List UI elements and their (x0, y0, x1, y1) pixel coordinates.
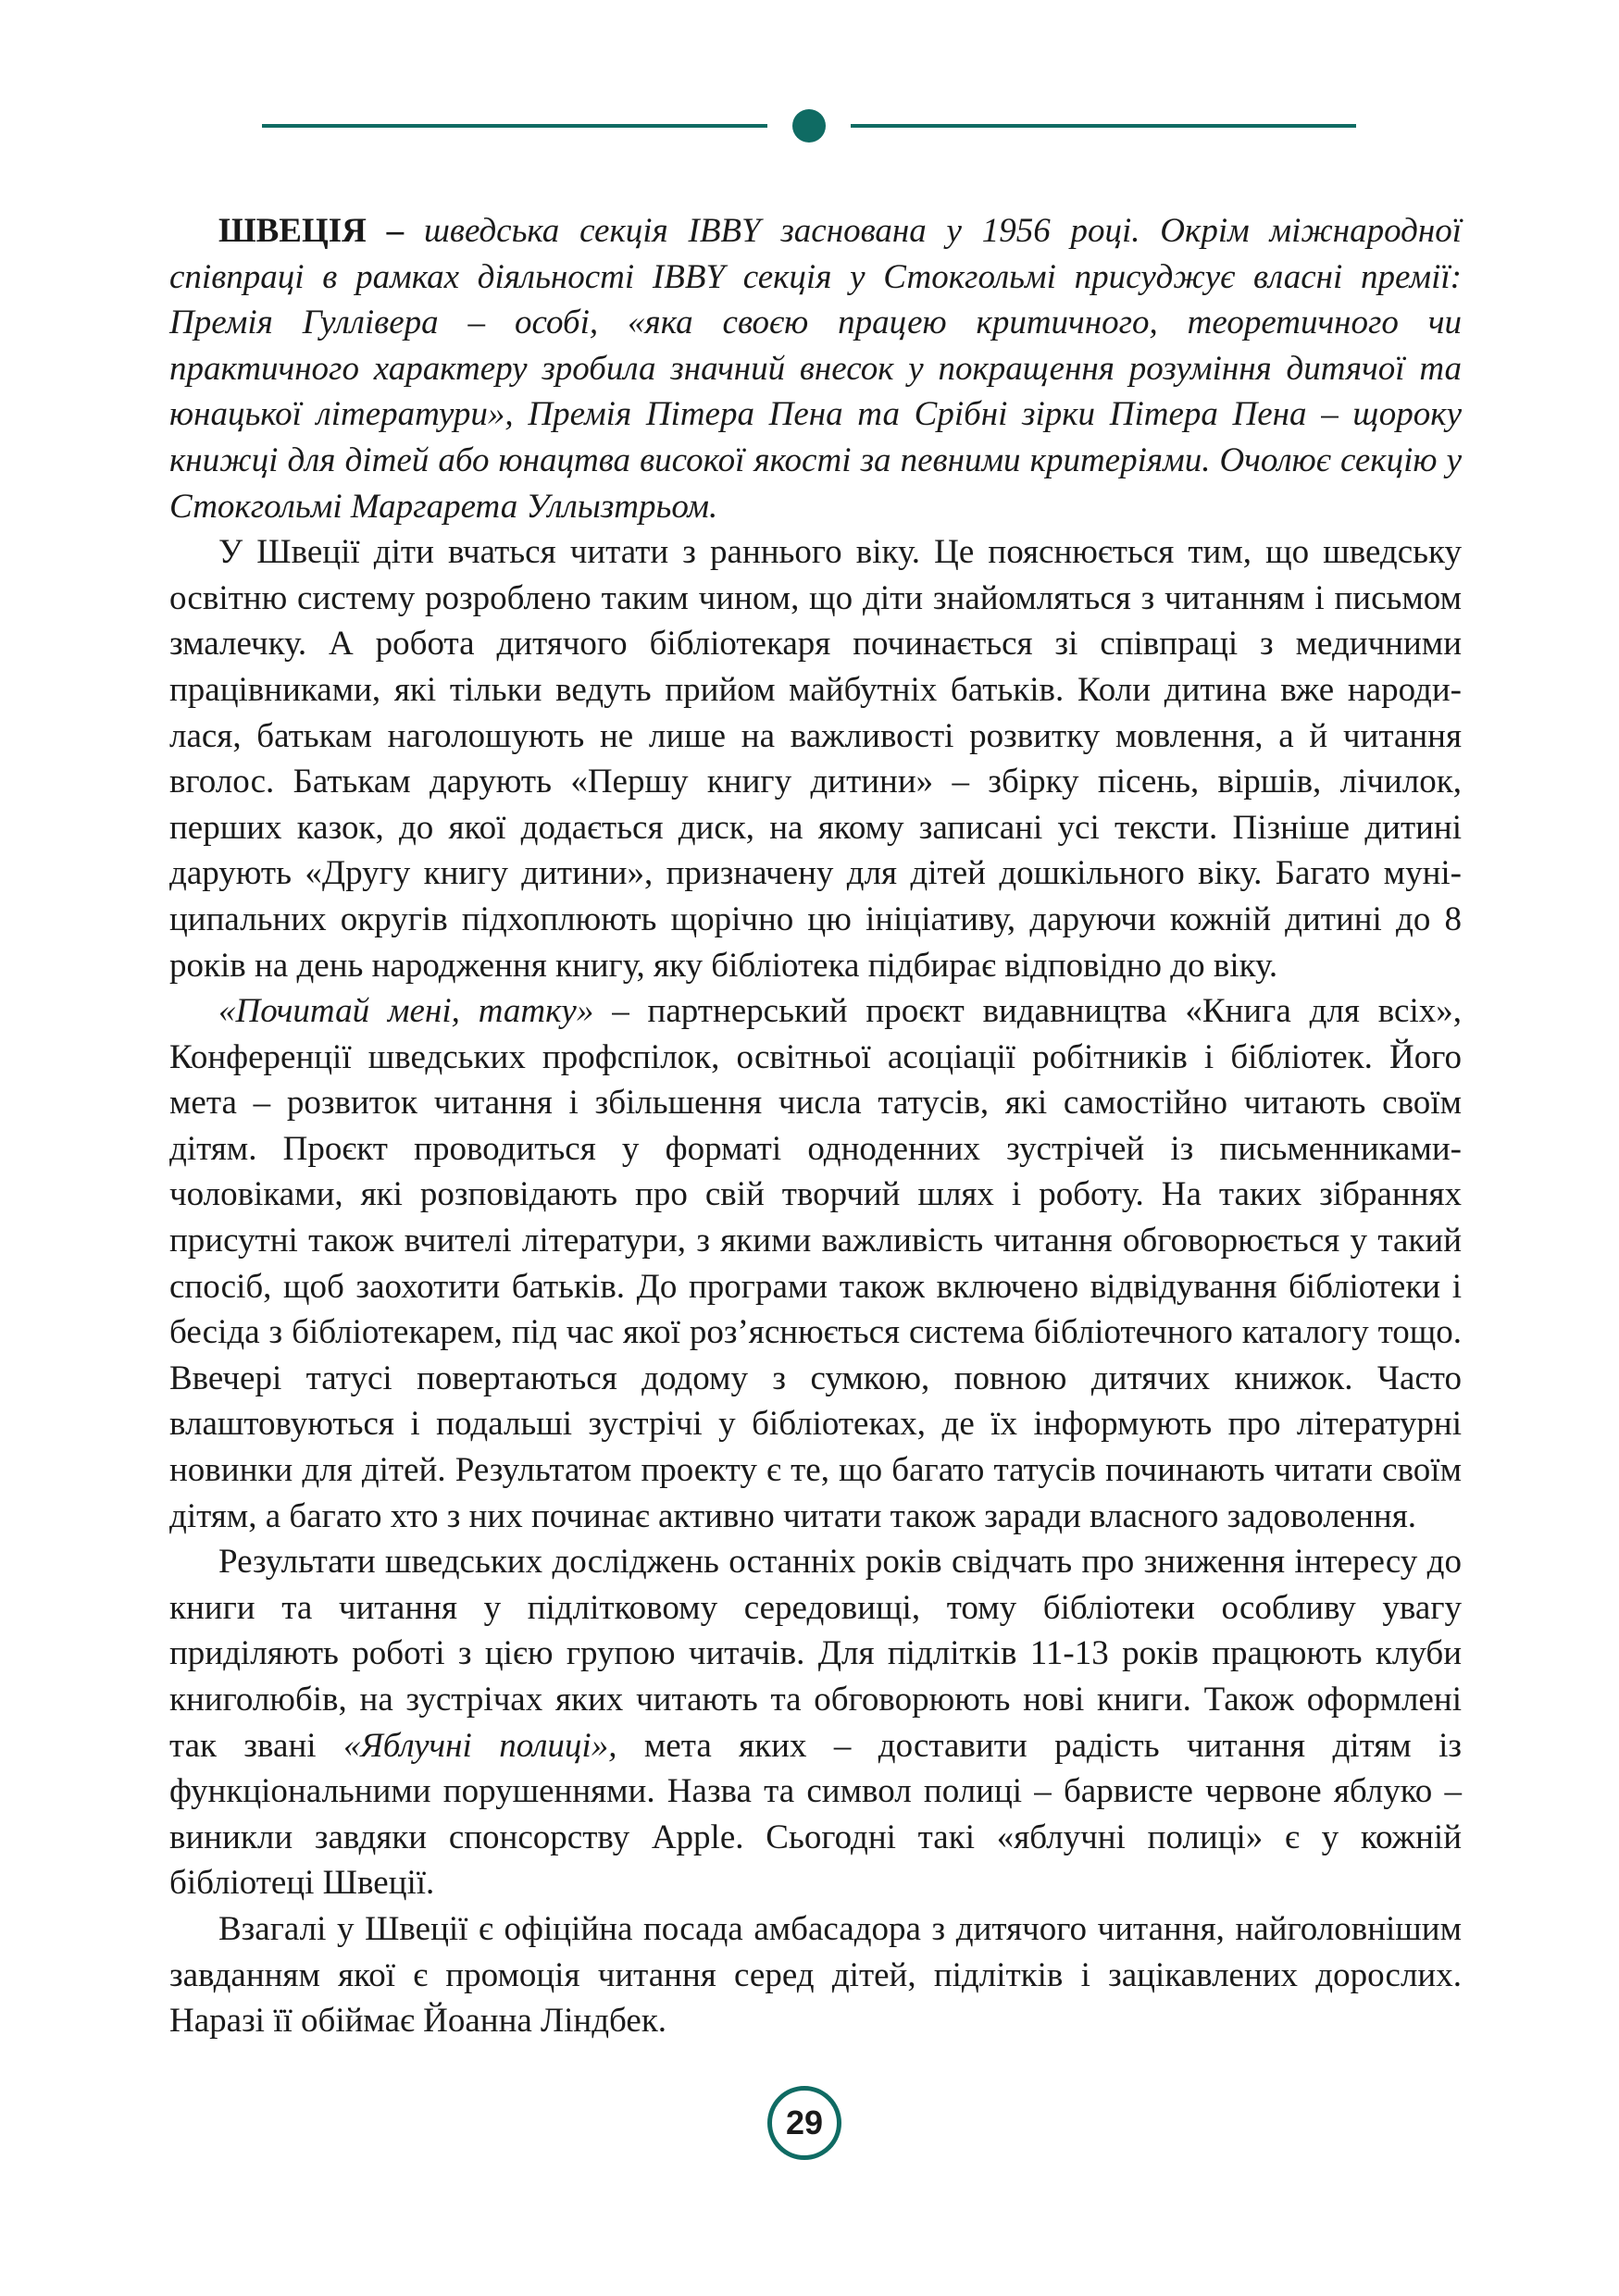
paragraph-ambassador: Взагалі у Швеції є офіційна посада амбасадора з дитячого читання, найголовнішим завданням якої є промоція читання серед дітей, підлітків і зацікавлених дорослих. Наразі її обіймає Йоанна Ліндбек. (169, 1909, 1462, 2041)
teen-text-after: мета яких – доставити радість читання дітям із функціональними порушеннями. Назва та символ полиці – барвисте червоне яблуко – виникли завдяки спонсорству Apple. Сьогодні такі «яблучні полиці» є у кожній бібліотеці Швеції. (169, 1726, 1463, 1903)
header-rule-right (851, 124, 1356, 128)
teen-text-before: Результати шведських досліджень останніх років свідчать про зниження інтересу до книги та читання у підлітковому середовищі, тому бібліотеки особливу увагу приділяють роботі з цією групою читачів. Для підлітків 11-13 років працюють клуби книголюбів, на зустрічах яких читають та обговорюють нові книги. Також оформлені так звані (169, 1543, 1462, 1765)
paragraph-early-reading: У Швеції діти вчаться читати з раннього віку. Це пояснюється тим, що шведську освітню систему розроблено таким чином, що діти знайомляться з читанням і письмом змалечку. А робота дитячого бібліотекаря починається зі співпраці з медичними працівниками, які тільки ведуть прийом майбутніх батьків. Коли дитина вже народилася, батькам наголошують не лише на важливості розвитку мовлення, а й читання вголос. Батькам дарують «Першу книгу дитини» – збірку пісень, віршів, лічилок, перших казок, до якої додається диск, на якому записані усі тексти. Пізніше дитині дарують «Другу книгу дитини», призначену для дітей дошкільного віку. Багато муніципальних округів підхоплюють щорічно цю ініціативу, даруючи кожній дитині до 8 років на день народження книгу, яку бібліотека підбирає відповідно до віку. (169, 533, 1462, 985)
paragraph-read-to-me-daddy (169, 988, 1462, 1539)
header-dot (792, 109, 826, 143)
paragraph-teen-readers (169, 1539, 1462, 1906)
page-body (169, 208, 1462, 2044)
project-description: – партнерський проєкт видавництва «Книга для всіх», Конференції шведських профспілок, освітньої асоціації робітників і бібліотек. Його мета – розвиток читання і збільшення числа татусів, які самостійно читають своїм дітям. Проєкт проводиться у форматі одноденних зустрічей із письменниками-чоловіками, які розповідають про свій творчий шлях і роботу. На таких зібраннях присутні також вчителі літератури, з якими важливість читання обговорюється у такий спосіб, щоб заохотити батьків. До програми також включено відвідування бібліотеки і бесіда з бібліотекарем, під час якої роз’яснюється система бібліотечного каталогу тощо. Ввечері татусі повертаються додому з сумкою, повною дитячих книжок. Часто влаштовуються і подальші зустрічі у бібліотеках, де їх інформують про літературні новинки для дітей. Результатом проекту є те, що багато татусів починають читати своїм дітям, а багато хто з них починає активно читати також заради власного задоволення. (169, 992, 1462, 1535)
intro-paragraph (169, 208, 1462, 529)
header-ornament (262, 109, 1356, 143)
apple-shelves-title: «Яблучні полиці», (342, 1726, 617, 1765)
country-heading: ШВЕЦІЯ – (218, 212, 405, 250)
project-title: «Почитай мені, татку» (218, 992, 594, 1031)
page-number: 29 (767, 2086, 841, 2160)
header-rule-left (262, 124, 767, 128)
intro-text: шведська секція IBBY заснована у 1956 році. Окрім міжнародної співпраці в рамках діяльності IBBY секція у Стокгольмі присуджує власні премії: Премія Гуллівера – особі, «яка своєю працею критичного, теоретичного чи практичного характеру зробила значний внесок у покращення розуміння дитячої та юнацької літератури», Премія Пітера Пена та Срібні зірки Пітера Пена – щороку книжці для дітей або юнацтва високої якості за певними критеріями. Очолює секцію у Стокгольмі Маргарета Уллызтрьом. (169, 212, 1463, 526)
